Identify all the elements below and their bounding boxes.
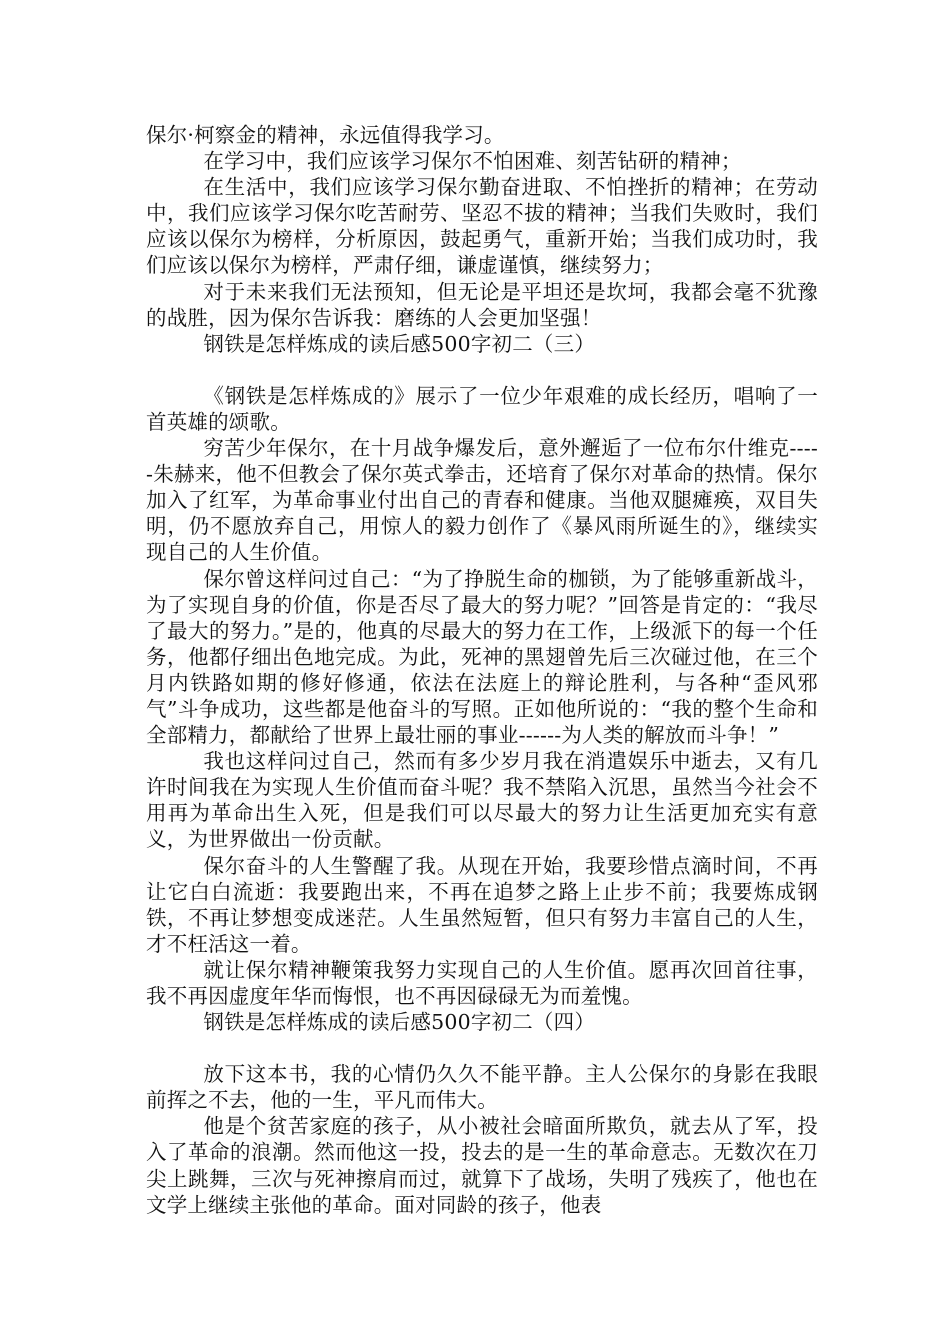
section-heading: 钢铁是怎样炼成的读后感500字初二（四） xyxy=(203,1010,596,1035)
paragraph: 保尔奋斗的人生警醒了我。从现在开始，我要珍惜点滴时间，不再让它白白流逝：我要跑出来，不再在追梦之路上止步不前；我要炼成钢铁，不再让梦想变成迷茫。人生虽然短暂，但只有努力丰富自己的人生，才不枉活这一着。 xyxy=(146,853,818,956)
section-heading: 钢铁是怎样炼成的读后感500字初二（三） xyxy=(203,331,596,356)
paragraph: 穷苦少年保尔，在十月战争爆发后，意外邂逅了一位布尔什维克-----朱赫来，他不但教会了保尔英式拳击，还培育了保尔对革命的热情。保尔加入了红军，为革命事业付出自己的青春和健康。当他双腿瘫痪，双目失明，仍不愿放弃自己，用惊人的毅力创作了《暴风雨所诞生的》，继续实现自己的人生价值。 xyxy=(146,436,818,565)
paragraph: 对于未来我们无法预知，但无论是平坦还是坎坷，我都会毫不犹豫的战胜，因为保尔告诉我：磨练的人会更加坚强！ xyxy=(146,279,818,330)
paragraph: 在学习中，我们应该学习保尔不怕困难、刻苦钻研的精神； xyxy=(203,149,742,174)
paragraph: 保尔曾这样问过自己：“为了挣脱生命的枷锁，为了能够重新战斗，为了实现自身的价值，你是否尽了最大的努力呢？”回答是肯定的：“我尽了最大的努力。”是的，他真的尽最大的努力在工作，上级派下的每一个任务，他都仔细出色地完成。为此，死神的黑翅曾先后三次碰过他，在三个月内铁路如期的修好修通，依法在法庭上的辩论胜利，与各种“歪风邪气”斗争成功，这些都是他奋斗的写照。正如他所说的：“我的整个生命和全部精力，都献给了世界上最壮丽的事业------为人类的解放而斗争！” xyxy=(146,566,818,748)
blank-line xyxy=(146,357,818,383)
document-body xyxy=(146,122,818,1218)
paragraph: 保尔·柯察金的精神，永远值得我学习。 xyxy=(146,123,505,147)
paragraph: 他是个贫苦家庭的孩子，从小被社会暗面所欺负，就去从了军，投入了革命的浪潮。然而他这一投，投去的是一生的革命意志。无数次在刀尖上跳舞，三次与死神擦肩而过，就算下了战场，失明了残疾了，他也在文学上继续主张他的革命。面对同龄的孩子，他表 xyxy=(146,1114,818,1217)
paragraph: 就让保尔精神鞭策我努力实现自己的人生价值。愿再次回首往事，我不再因虚度年华而悔恨，也不再因碌碌无为而羞愧。 xyxy=(146,957,818,1008)
paragraph: 在生活中，我们应该学习保尔勤奋进取、不怕挫折的精神；在劳动中，我们应该学习保尔吃苦耐劳、坚忍不拔的精神；当我们失败时，我们应该以保尔为榜样，分析原因，鼓起勇气，重新开始；当我们成功时，我们应该以保尔为榜样，严肃仔细，谦虚谨慎，继续努力； xyxy=(146,175,818,278)
paragraph: 放下这本书，我的心情仍久久不能平静。主人公保尔的身影在我眼前挥之不去，他的一生，平凡而伟大。 xyxy=(146,1062,818,1113)
paragraph: 《钢铁是怎样炼成的》展示了一位少年艰难的成长经历，唱响了一首英雄的颂歌。 xyxy=(146,383,818,434)
blank-line xyxy=(146,1035,818,1061)
paragraph: 我也这样问过自己，然而有多少岁月我在消遣娱乐中逝去，又有几许时间我在为实现人生价值而奋斗呢？我不禁陷入沉思，虽然当今社会不用再为革命出生入死，但是我们可以尽最大的努力让生活更加充实有意义，为世界做出一份贡献。 xyxy=(146,749,818,852)
